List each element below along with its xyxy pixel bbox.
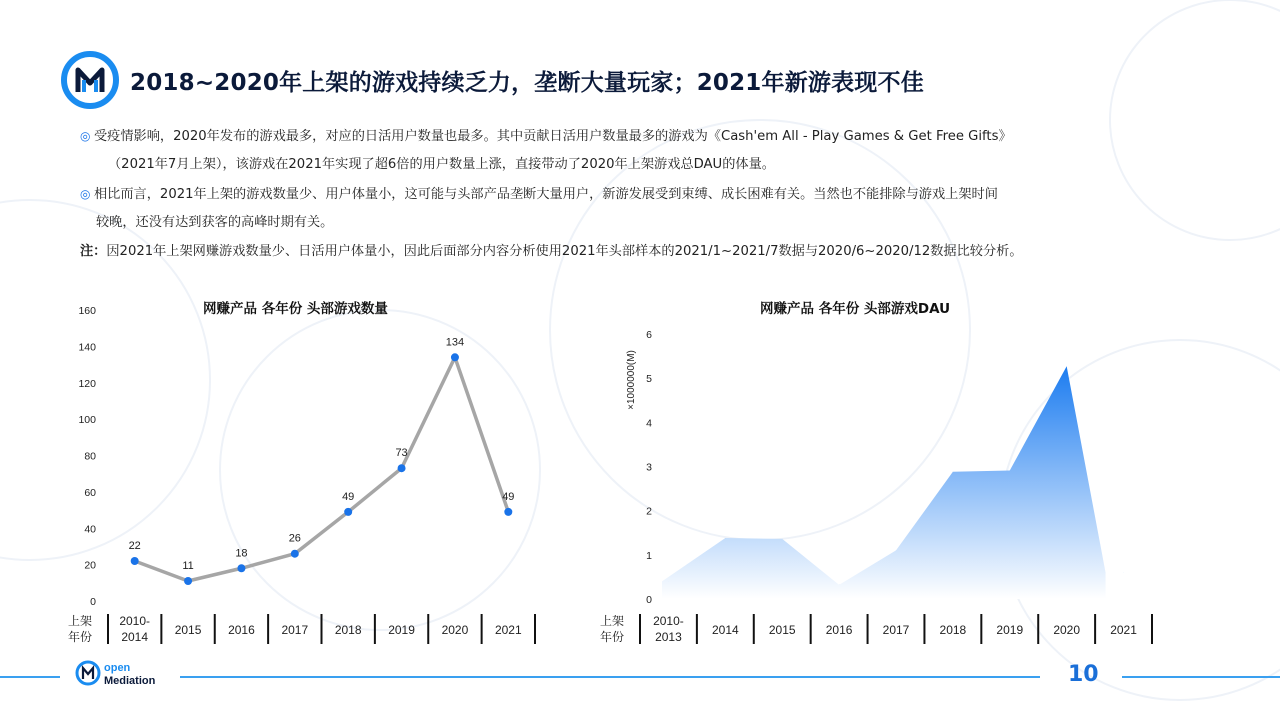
x-tick-label: 2010- xyxy=(653,614,684,628)
chart-1-title: 网赚产品 各年份 头部游戏数量 xyxy=(203,301,388,317)
x-tick-label: 2016 xyxy=(228,623,255,637)
x-tick-label: 2021 xyxy=(1110,623,1137,637)
data-label: 73 xyxy=(395,447,408,460)
y-tick-label: 0 xyxy=(646,594,652,606)
x-tick-label: 2014 xyxy=(711,623,739,637)
footer-line-middle xyxy=(180,676,1040,678)
x-tick-label: 2017 xyxy=(882,623,910,637)
x-tick-label: 2018 xyxy=(334,623,362,637)
x-tick-label: 2013 xyxy=(655,630,682,644)
x-tick-label: 2020 xyxy=(1053,623,1081,637)
y-tick-label: 0 xyxy=(90,596,96,608)
area-series xyxy=(662,366,1106,599)
x-tick-label: 2014 xyxy=(121,630,149,644)
footer-line-left xyxy=(0,676,60,678)
x-tick-label: 2016 xyxy=(825,623,853,637)
x-axis-title-line1: 上架 xyxy=(67,614,93,628)
x-tick-label: 2020 xyxy=(441,623,469,637)
data-label: 49 xyxy=(502,490,515,503)
footer-logo-icon xyxy=(74,656,174,690)
x-tick-label: 2015 xyxy=(768,623,796,637)
y-tick-label: 160 xyxy=(78,305,96,317)
x-axis-title-line2: 年份 xyxy=(67,630,93,644)
y-tick-label: 40 xyxy=(84,523,96,536)
x-tick-label: 2019 xyxy=(388,623,415,637)
note-label: 注： xyxy=(80,244,107,259)
y-tick-label: 60 xyxy=(84,486,96,499)
footer-logo-text-top: open xyxy=(104,662,131,674)
y-tick-label: 120 xyxy=(78,377,96,390)
data-label: 26 xyxy=(288,532,301,545)
x-tick-label: 2017 xyxy=(281,623,309,637)
footer-line-right xyxy=(1122,676,1280,678)
paragraph-text: 相比而言，2021年上架的游戏数量少、用户体量小，这可能与头部产品垄断大量用户，新游发展受到束缚、成长困难有关。当然也不能排除与游戏上架时间 xyxy=(94,187,998,202)
data-label: 11 xyxy=(182,559,194,572)
x-axis-title-line2: 年份 xyxy=(599,630,625,644)
page-number: 10 xyxy=(1068,662,1099,687)
x-tick-label: 2010- xyxy=(119,614,151,628)
data-label: 22 xyxy=(128,539,141,552)
paragraph-1-line-2: （2021年7月上架），该游戏在2021年实现了超6倍的用户数量上涨，直接带动了2020年上架游戏总DAU的体量。 xyxy=(108,157,775,172)
y-tick-label: 140 xyxy=(78,341,96,354)
y-tick-label: 1 xyxy=(646,549,652,562)
y-tick-label: 6 xyxy=(646,329,652,341)
footer-logo xyxy=(74,656,174,690)
data-label: 134 xyxy=(445,336,465,349)
y-tick-label: 100 xyxy=(78,414,96,427)
x-tick-label: 2015 xyxy=(174,623,202,637)
bullet-icon: ◎ xyxy=(80,187,91,201)
x-tick-label: 2018 xyxy=(939,623,967,637)
data-label: 49 xyxy=(342,490,355,503)
x-tick-label: 2019 xyxy=(996,623,1024,637)
note-text: 因2021年上架网赚游戏数量少、日活用户体量小，因此后面部分内容分析使用2021年头部样本的2021/1~2021/7数据与2020/6~2020/12数据比较分析。 xyxy=(106,244,1023,259)
chart-2-title: 网赚产品 各年份 头部游戏DAU xyxy=(760,301,951,317)
y-axis-title: ×1000000(M) xyxy=(626,350,637,410)
y-tick-label: 20 xyxy=(84,559,96,572)
y-tick-label: 3 xyxy=(646,461,652,474)
paragraph-text: 受疫情影响，2020年发布的游戏最多，对应的日活用户数量也最多。其中贡献日活用户数量最多的游戏为《Cash'em All - Play Games & Get Free Gifts》 xyxy=(94,129,1012,144)
bullet-icon: ◎ xyxy=(80,129,91,143)
paragraph-2-line-2: 较晚，还没有达到获客的高峰时期有关。 xyxy=(96,215,334,230)
x-axis-title-line1: 上架 xyxy=(599,614,625,628)
y-tick-label: 4 xyxy=(646,417,652,430)
page-title: 2018~2020年上架的游戏持续乏力，垄断大量玩家；2021年新游表现不佳 xyxy=(130,70,924,96)
y-tick-label: 80 xyxy=(84,450,96,463)
y-tick-label: 2 xyxy=(646,505,652,518)
data-label: 18 xyxy=(235,547,248,560)
footer-logo-text-bottom: Mediation xyxy=(104,675,156,687)
y-tick-label: 5 xyxy=(646,373,652,386)
x-tick-label: 2021 xyxy=(494,623,522,637)
